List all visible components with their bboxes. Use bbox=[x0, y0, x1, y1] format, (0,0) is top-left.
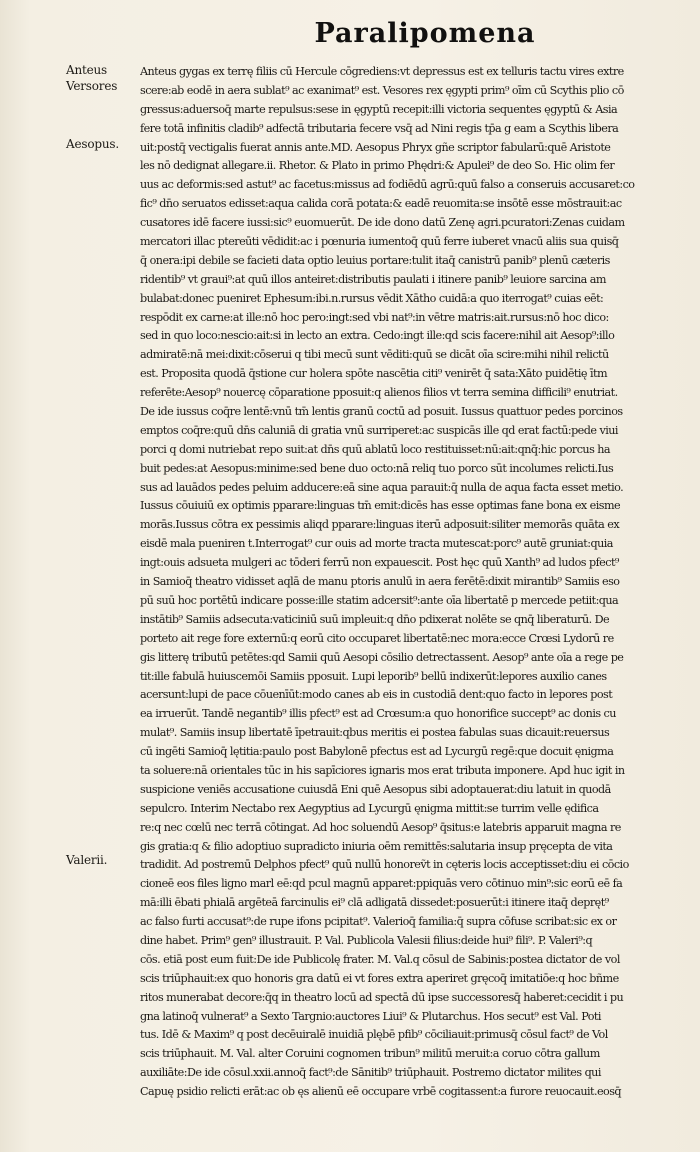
text-line: mercatori illac ptereūti vēdidit:ac i pœnuria iumentoq̄ quū ferre iuberet vnacū aliis sua quisq̄ bbox=[140, 235, 619, 249]
text-line: scere:ab eodē in aera sublat⁹ ac exanimat⁹ est. Vesores rex ęgypti prim⁹ oīm cū Scythis plio cō bbox=[140, 83, 624, 97]
page-header bbox=[0, 18, 700, 49]
text-line: tit:ille fabulā huiuscemōi Samiis pposuit. Lupi leporib⁹ bellū indixerūt:lepores auxilio canes bbox=[140, 669, 607, 683]
text-line: cū ingēti Samioq̄ lętitia:paulo post Babylonē pfectus est ad Lycurgū regē:que docuit ęnigma bbox=[140, 745, 614, 759]
margin-note-anteus: Anteus bbox=[66, 63, 108, 77]
text-line: uit:postq̄ vectigalis fuerat annis ante.MD. Aesopus Phryx gñe scriptor fabularū:quē Aristote bbox=[140, 140, 611, 154]
text-line: ta soluere:nā orientales tūc in his sapīciores ignaris mos erat tributa imponere. Apd huc igit in bbox=[140, 763, 625, 777]
text-line: eisdē mala pueniren t.Interrogat⁹ cur ouis ad morte tracta mutescat:porc⁹ autē gruniat:quia bbox=[140, 537, 613, 551]
text-line: sed in quo loco:nescio:ait:si in lecto an extra. Cedo:ingt ille:qd scis facere:nihil ait Aesop⁹:illo bbox=[140, 329, 615, 343]
text-line: suspicione veniēs accusatione cuiusdā Eni quē Aesopus sibi adoptauerat:diu latuit in quodā bbox=[140, 782, 611, 796]
text-line: referēte:Aesop⁹ nouercę cōparatione pposuit:q alienos filios vt terra semina difficili⁹ enutriat. bbox=[140, 386, 618, 400]
text-line: pū suū hoc portētū indicare posse:ille statim adcersit⁹:ante oīa libertatē p mercede petiit:qua bbox=[140, 593, 619, 607]
text-line: tus. Idē & Maxim⁹ q post decēuiralē inuidiā plębē pfib⁹ cōciliauit:primusq̄ cōsul fact⁹ de Vol bbox=[140, 1028, 608, 1042]
text-line: fic⁹ dn̄o seruatos edisset:aqua calida corā potata:& eadē reuomita:se insōtē esse mōstrauit:ac bbox=[140, 197, 622, 211]
margin-note-aesopus: Aesopus. bbox=[66, 137, 119, 151]
text-line: q̄ onera:ipi debile se facieti data optio leuius portare:tulit itaq̄ canistrū panib⁹ plenū cæteris bbox=[140, 253, 610, 267]
text-line: scis triūphauit:ex quo honoris gra datū ei vt fores extra aperiret gręcoq̄ imitatiōe:q hoc bñme bbox=[140, 971, 619, 985]
text-line: ac falso furti accusat⁹:de rupe ifons pcipitat⁹. Valerioq̄ familia:q̄ supra cōfuse scribat:sic ex or bbox=[140, 915, 617, 929]
text-line: morās.Iussus cōtra ex pessimis aliqd pparare:linguas iterū adposuit:siliter memorās quāta ex bbox=[140, 518, 620, 532]
text-line: gis gratia:q & filio adoptiuo supradicto iniuria oēm remittēs:salutaria insup pręcepta de vita bbox=[140, 839, 613, 853]
text-line: les nō dedignat allegare.ii. Rhetor. & Plato in primo Phędri:& Apulei⁹ de deo So. Hic olim fer bbox=[140, 159, 615, 173]
text-line: respōdit ex carne:at ille:nō hoc pero:ingt:sed vbi nat⁹:in vētre matris:ait.rursus:nō hoc dico: bbox=[140, 310, 609, 324]
text-line: sus ad lauādos pedes peluim adducere:eā sine aqua parauit:q̄ nulla de aqua facta esset metio. bbox=[140, 480, 624, 494]
text-line: ingt:ouis adsueta mulgeri ac tōderi ferrū non expauescit. Post hęc quū Xanth⁹ ad ludos pfect⁹ bbox=[140, 556, 619, 570]
text-line: emptos coq̄re:quū dn̄s caluniā di gratia vnū surriperet:ac suspicās ille qd erat factū:pede viui bbox=[140, 423, 618, 437]
text-line: tradidit. Ad postremū Delphos pfect⁹ quū nullū honoreṽt in cęteris locis acceptisset:diu ei cōcio bbox=[140, 858, 629, 872]
text-line: in Samioq̄ theatro vidisset aqlā de manu ptoris anulū in aera ferētē:dixit mirantib⁹ Samiis eso bbox=[140, 575, 620, 589]
text-line: cōs. etiā post eum fuit:De ide Publicolę frater. M. Val.q cōsul de Sabinis:postea dictator de vol bbox=[140, 952, 620, 966]
text-line: cioneē eos files ligno marl eē:qd pcul magnū apparet:ppiquās vero cōtinuo min⁹:sic eorū eē fa bbox=[140, 877, 623, 891]
text-line: bulabat:donec pueniret Ephesum:ibi.n.rursus vēdit Xātho cuidā:a quo iterrogat⁹ cuias eēt: bbox=[140, 291, 604, 305]
text-line: gna latinoq̄ vulnerat⁹ a Sexto Targnio:auctores Liui⁹ & Plutarchus. Hos secut⁹ est Val. Poti bbox=[140, 1009, 601, 1023]
text-line: porteto ait rege fore externū:q eorū cito occuparet libertatē:nec mora:ecce Crœsi Lydorū re bbox=[140, 631, 614, 645]
text-line: scis triūphauit. M. Val. alter Coruini cognomen tribun⁹ militū meruit:a coruo cōtra gallum bbox=[140, 1047, 600, 1061]
text-line: dine habet. Prim⁹ gen⁹ illustrauit. P. Val. Publicola Valesii filius:deide hui⁹ fili⁹. P. Valeri⁹:q bbox=[140, 933, 593, 947]
text-line: instātib⁹ Samiis adsecuta:vaticiniū suū impleuit:q dn̄o pdixerat nolēte se qnq̄ liberaturū. De bbox=[140, 612, 610, 626]
text-line: sepulcro. Interim Nectabo rex Aegyptius ad Lycurgū ęnigma mittit:se turrim velle ędifica bbox=[140, 801, 599, 815]
text-line: fere totā infinitis cladib⁹ adfectā tributaria fecere vsq̄ ad Nini regis tp̄a g eam a Scythis libera bbox=[140, 121, 619, 135]
text-line: porci q domi nutriebat repo suit:at dn̄s quū ablatū loco restituisset:nū:ait:qnq̄:hic porcus ha bbox=[140, 442, 611, 456]
text-line: mulat⁹. Samiis insup libertatē īpetrauit:qbus meritis ei postea fabulas suas dicauit:reuersus bbox=[140, 726, 610, 740]
text-line: est. Proposita quodā q̄stione cur holera spōte nascētia citi⁹ venirēt q̄ sata:Xāto puidētię ītm bbox=[140, 367, 608, 381]
main-text-block bbox=[140, 63, 680, 1102]
text-line: mā:illi ēbati phialā argēteā farcinulis ei⁹ clā adligatā dissedet:posuerūt:i itinere itaq̄ depręt⁹ bbox=[140, 896, 609, 910]
text-line: ridentib⁹ vt graui⁹:at quū illos anteiret:distributis paulati i itinere panib⁹ leuiore sarcina am bbox=[140, 272, 606, 286]
text-line: gis litterę tributū petētes:qd Samii quū Aesopi cōsilio detrectassent. Aesop⁹ ante oīa a rege pe bbox=[140, 650, 624, 664]
text-line: ea irruerūt. Tandē negantib⁹ illis pfect⁹ est ad Crœsum:a quo honorifice succept⁹ ac donis cu bbox=[140, 707, 616, 721]
text-line: auxiliāte:De ide cōsul.xxii.annoq̄ fact⁹:de Sānitib⁹ triūphauit. Postremo dictator milites qui bbox=[140, 1066, 601, 1080]
text-line: ritos munerabat decore:q̄q in theatro locū ad spectā dū ipse successoresq̄ haberet:cecidit i pu bbox=[140, 990, 624, 1004]
running-title: Paralipomena bbox=[314, 18, 536, 49]
text-line: De ide iussus coq̄re lentē:vnū tm̄ lentis granū coctū ad posuit. Iussus quattuor pedes porcinos bbox=[140, 405, 623, 419]
text-line: re:q nec cœlū nec terrā cōtingat. Ad hoc soluendū Aesop⁹ q̄situs:e latebris apparuit magna re bbox=[140, 820, 621, 834]
text-line: admiratē:nā mei:dixit:cōserui q tibi mecū sunt vēditi:quū se dicāt oīa scire:mihi nihil relictū bbox=[140, 348, 609, 362]
text-line: Capuę psidio relicti erāt:ac ob ęs alienū eē occupare vrbē cogitassent:a furore reuocauit.eosq̄ bbox=[140, 1085, 622, 1099]
text-line: uus ac deformis:sed astut⁹ ac facetus:missus ad fodiēdū agrū:quū falso a conseruis accusaret:co bbox=[140, 178, 635, 192]
text-line: gressus:aduersoq̄ marte repulsus:sese in ęgyptū recepit:illi victoria sequentes ęgyptū & Asia bbox=[140, 102, 618, 116]
margin-note-versores: Versores bbox=[66, 79, 118, 93]
text-line: Iussus cōuiuiū ex optimis pparare:linguas tm̄ emit:dicēs has esse optimas fane bona ex eisme bbox=[140, 499, 621, 513]
text-line: acersunt:lupi de pace cōuenīūt:modo canes ab eis in custodiā dent:quo facto in lepores post bbox=[140, 688, 613, 702]
margin-note-valerii: Valerii. bbox=[66, 853, 108, 867]
text-line: cusatores idē facere iussi:sic⁹ euomuerūt. De ide dono datū Zenę agri.pcuratori:Zenas cuidam bbox=[140, 216, 625, 230]
text-line: buit pedes:at Aesopus:minime:sed bene duo octo:nā reliq tuo porco sūt incolumes relicti.Ius bbox=[140, 461, 614, 475]
text-line: Anteus gygas ex terrę filiis cū Hercule cōgrediens:vt depressus est ex telluris tactu vires extre bbox=[140, 65, 624, 78]
